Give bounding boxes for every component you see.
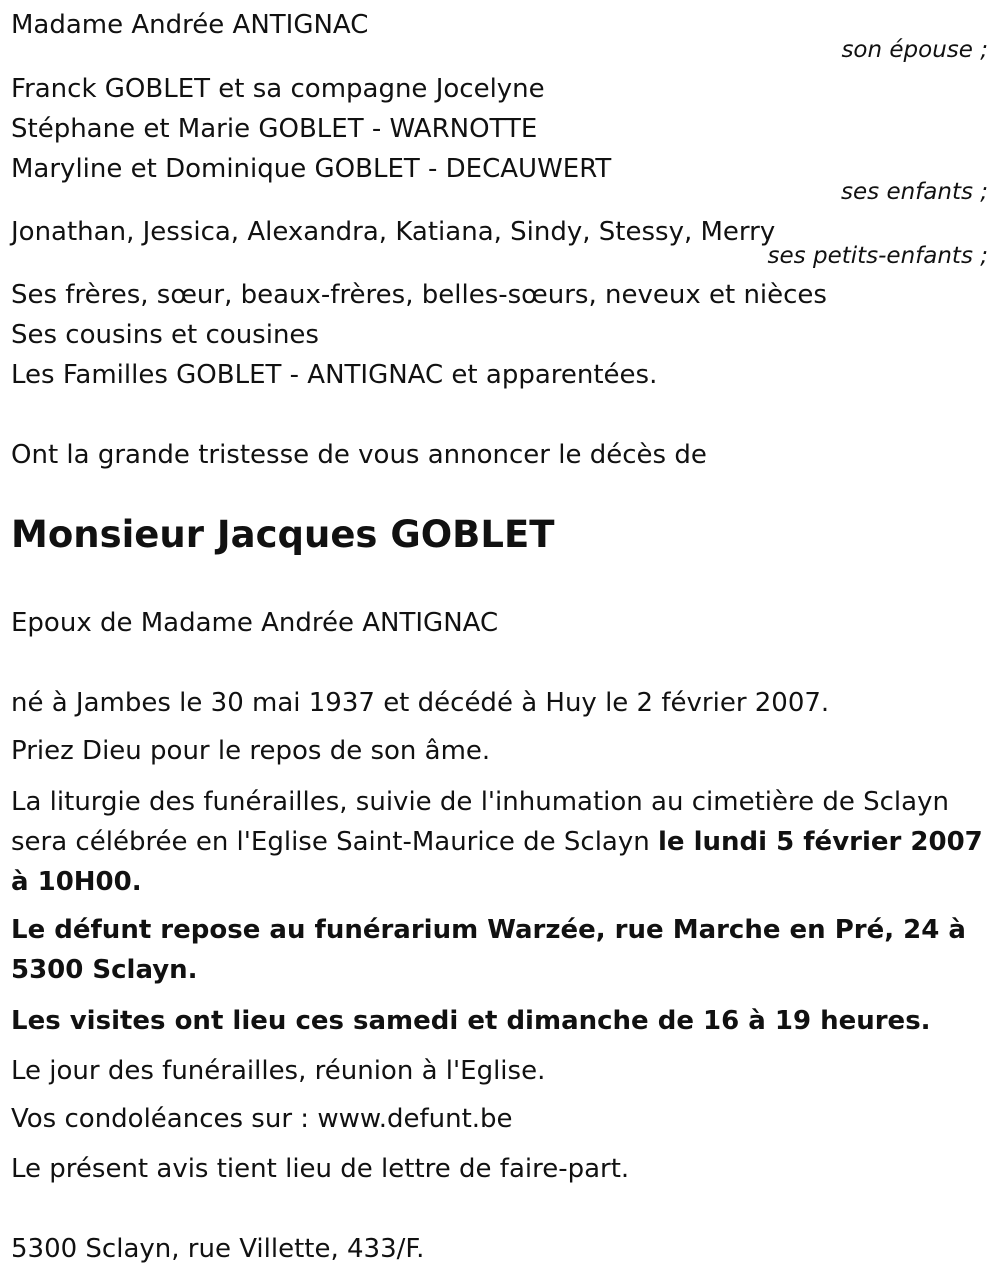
- child-line: Franck GOBLET et sa compagne Jocelyne: [11, 74, 545, 104]
- condolences-line: Vos condoléances sur : www.defunt.be: [11, 1104, 513, 1134]
- deceased-name: Monsieur Jacques GOBLET: [11, 513, 555, 556]
- liturgy-paragraph: [11, 782, 989, 902]
- grandchildren-line: Jonathan, Jessica, Alexandra, Katiana, Sindy, Stessy, Merry: [11, 217, 776, 247]
- spouse-relation: son épouse ;: [841, 37, 988, 63]
- grandchildren-relation: ses petits-enfants ;: [767, 243, 988, 269]
- announcement-text: Ont la grande tristesse de vous annoncer le décès de: [11, 440, 707, 470]
- relatives-line: Ses cousins et cousines: [11, 320, 319, 350]
- birth-death-line: né à Jambes le 30 mai 1937 et décédé à Huy le 2 février 2007.: [11, 688, 830, 718]
- relatives-line: Les Familles GOBLET - ANTIGNAC et apparentées.: [11, 360, 658, 390]
- children-relation: ses enfants ;: [841, 179, 988, 205]
- address-line: 5300 Sclayn, rue Villette, 433/F.: [11, 1234, 425, 1264]
- prayer-line: Priez Dieu pour le repos de son âme.: [11, 736, 491, 766]
- spouse-name: Madame Andrée ANTIGNAC: [11, 10, 369, 40]
- relatives-line: Ses frères, sœur, beaux-frères, belles-sœurs, neveux et nièces: [11, 280, 827, 310]
- meeting-line: Le jour des funérailles, réunion à l'Eglise.: [11, 1056, 546, 1086]
- visits-line: Les visites ont lieu ces samedi et dimanche de 16 à 19 heures.: [11, 1006, 931, 1036]
- rests-paragraph: Le défunt repose au funérarium Warzée, rue Marche en Pré, 24 à 5300 Sclayn.: [11, 915, 966, 985]
- child-line: Maryline et Dominique GOBLET - DECAUWERT: [11, 154, 612, 184]
- notice-line: Le présent avis tient lieu de lettre de faire-part.: [11, 1154, 630, 1184]
- liturgy-text: La liturgie des funérailles, suivie de l'inhumation au cimetière de Sclayn sera célébrée en l'Eglise Saint-Maurice de Sclayn: [11, 787, 949, 857]
- liturgy-date: le lundi 5 février 2007 à 10H00.: [11, 827, 983, 897]
- child-line: Stéphane et Marie GOBLET - WARNOTTE: [11, 114, 538, 144]
- spouse-of-line: Epoux de Madame Andrée ANTIGNAC: [11, 608, 499, 638]
